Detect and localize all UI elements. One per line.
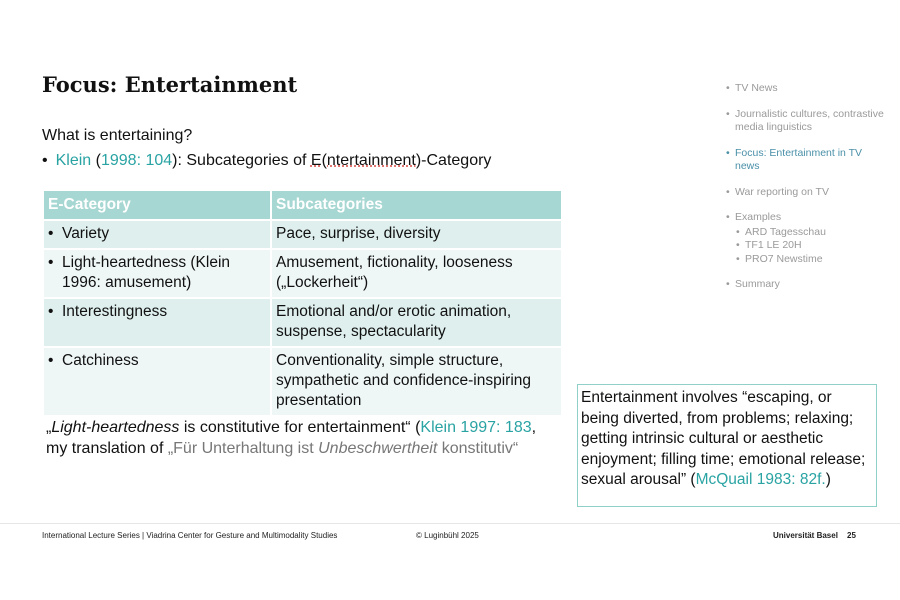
quote-original-open: „Für Unterhaltung ist (167, 440, 319, 457)
nav-subitem-tf1[interactable]: • TF1 LE 20H (736, 239, 802, 251)
nav-item-focus-entertainment[interactable]: • Focus: Entertainment in TV news (726, 147, 886, 174)
table-header-category: E-Category (44, 191, 271, 220)
table-cell-sub: Pace, surprise, diversity (271, 220, 562, 249)
nav-item-journalistic-cultures[interactable]: • Journalistic cultures, contrastive media linguistics (726, 108, 886, 135)
nav-item-tv-news[interactable]: • TV News (726, 82, 778, 94)
klein-text: ): Subcategories of (172, 152, 311, 169)
category-label: Variety (62, 225, 110, 242)
quote-open: „ (46, 419, 52, 436)
e-category-table (44, 191, 563, 415)
mcquail-text: Entertainment involves “escaping, or being diverted, from problems; relaxing; getting intrinsic cultural or aesthetic enjoyment; filling time; emotional release; sexual arousal” ( (581, 389, 866, 488)
page-number: 25 (847, 531, 856, 540)
quote-mid: is constitutive for entertainment“ ( (179, 419, 421, 436)
nav-item-label: Examples (735, 211, 782, 223)
footer-university: Universität Basel (773, 531, 838, 540)
nav-subitem-pro7[interactable]: • PRO7 Newstime (736, 252, 823, 265)
klein-quote (46, 417, 546, 459)
paren-open: ( (91, 152, 101, 169)
agenda-nav (726, 82, 886, 304)
quote-term: Light-heartedness (51, 419, 180, 436)
footer-series: International Lecture Series | Viadrina Center for Gesture and Multimodality Studies (42, 531, 338, 540)
bullet: • (42, 152, 48, 169)
klein-text-end: -Category (421, 152, 492, 169)
nav-subitem-label: TF1 LE 20H (745, 239, 802, 251)
question-text: What is entertaining? (42, 127, 193, 144)
nav-item-label: Journalistic cultures, contrastive media linguistics (735, 107, 884, 133)
nav-item-summary[interactable]: • Summary (726, 278, 780, 290)
slide-footer (0, 523, 900, 548)
slide-title: Focus: Entertainment (42, 72, 298, 97)
table-cell-sub: Amusement, fictionality, looseness („Lockerheit“) (271, 249, 562, 298)
mcquail-end: ) (825, 471, 831, 488)
table-cell-category: • Interestingness (44, 298, 271, 347)
footer-copyright: © Luginbühl 2025 (416, 531, 479, 540)
mcquail-quote-box (577, 384, 877, 507)
table-cell-sub: Emotional and/or erotic animation, suspense, spectacularity (271, 298, 562, 347)
nav-subitem-ard[interactable]: • ARD Tagesschau (736, 225, 826, 238)
nav-item-label: TV News (735, 82, 778, 94)
klein-cite-link[interactable]: 1998: 104 (100, 152, 173, 169)
category-label: Catchiness (62, 352, 139, 369)
quote-original-end: konstitutiv“ (437, 440, 519, 457)
klein-bullet-line (42, 152, 491, 170)
table-cell-category: • Variety (44, 220, 271, 249)
table-row (44, 298, 562, 347)
table-row (44, 347, 562, 415)
nav-subitem-label: ARD Tagesschau (745, 225, 826, 238)
table-row (44, 249, 562, 298)
category-label: Interestingness (62, 303, 168, 320)
table-cell-category: • Light-heartedness (Klein 1996: amusement) (44, 249, 271, 298)
nav-item-label: Summary (735, 278, 780, 290)
table-header-subcategories: Subcategories (271, 191, 562, 220)
nav-item-war-reporting[interactable]: • War reporting on TV (726, 185, 829, 198)
quote-cite-link[interactable]: Klein 1997: 183 (420, 419, 532, 436)
quote-original-term: Unbeschwertheit (318, 440, 438, 457)
nav-item-label: Focus: Entertainment in TV news (735, 146, 863, 172)
table-row (44, 220, 562, 249)
mcquail-cite-link[interactable]: McQuail 1983: 82f. (695, 471, 826, 488)
table-cell-category: • Catchiness (44, 347, 271, 415)
quote-translation-note: , my translation of (46, 419, 537, 457)
nav-item-label: War reporting on TV (735, 185, 829, 198)
klein-text-underlined: E(ntertainment) (310, 152, 422, 169)
examples-sublist (726, 226, 886, 267)
table-header-row (44, 191, 562, 220)
nav-item-examples[interactable]: • Examples • ARD Tagesschau • TF1 LE 20H • PRO7 Newstime (726, 211, 886, 266)
klein-author-link[interactable]: Klein (55, 152, 92, 169)
nav-subitem-label: PRO7 Newstime (745, 252, 823, 265)
table-cell-sub: Conventionality, simple structure, sympathetic and confidence-inspiring presentation (271, 347, 562, 415)
category-label: Light-heartedness (Klein 1996: amusement) (62, 254, 231, 291)
